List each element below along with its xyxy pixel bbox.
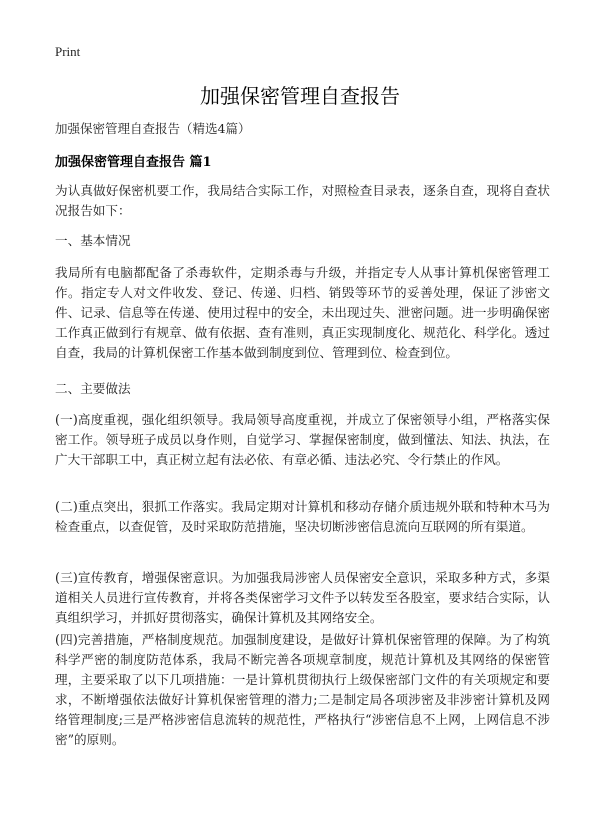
document-title: 加强保密管理自查报告 [200, 84, 400, 108]
paragraph-item-2: (二)重点突出，狠抓工作落实。我局定期对计算机和移动存储介质违规外联和特种木马为检查重点，以查促管，及时采取防范措施，坚决切断涉密信息流向互联网的所有渠道。 [55, 499, 550, 534]
paragraph-basic-situation: 我局所有电脑都配备了杀毒软件，定期杀毒与升级，并指定专人从事计算机保密管理工作。指定专人对文件收发、登记、传递、归档、销毁等环节的妥善处理，保证了涉密文件、记录、信息等在传递、使用过程中的安全，未出现过失、泄密问题。进一步明确保密工作真正做到行有规章、做有依据、查有准则，真正实现制度化、规范化、科学化。透过自查，我局的计算机保密工作基本做到制度到位、管理到位、检查到位。 [55, 265, 550, 360]
paragraph-item-3: (三)宣传教育，增强保密意识。为加强我局涉密人员保密安全意识，采取多种方式，多渠道相关人员进行宣传教育，并将各类保密学习文件予以转发至各股室，要求结合实际，认真组织学习，并抓好贯彻落实，确保计算机及其网络安全。 [55, 570, 550, 625]
heading-basic-situation: 一、基本情况 [55, 233, 131, 248]
paragraph-intro: 为认真做好保密机要工作，我局结合实际工作，对照检查目录表，逐条自查，现将自查状况报告如下： [55, 183, 550, 218]
document-subtitle: 加强保密管理自查报告（精选4篇） [55, 121, 251, 136]
paragraph-item-1: (一)高度重视，强化组织领导。我局领导高度重视，并成立了保密领导小组，严格落实保密工作。领导班子成员以身作则，自觉学习、掌握保密制度，做到懂法、知法、执法，在广大干部职工中，真正树立起有法必依、有章必循、违法必究、令行禁止的作风。 [55, 412, 550, 467]
section-heading: 加强保密管理自查报告 篇1 [55, 155, 212, 170]
heading-main-practices: 二、主要做法 [55, 381, 131, 396]
paragraph-item-4: (四)完善措施，严格制度规范。加强制度建设，是做好计算机保密管理的保障。为了构筑科学严密的制度防范体系，我局不断完善各项规章制度，规范计算机及其网络的保密管理，主要采取了以下几项措施：一是计算机贯彻执行上级保密部门文件的有关项规定和要求，不断增强依法做好计算机保密管理的潜力;二是制定局各项涉密及非涉密计算机及网络管理制度;三是严格涉密信息流转的规范性，严格执行“涉密信息不上网，上网信息不涉密”的原则。 [55, 632, 550, 747]
print-link[interactable]: Print [55, 44, 81, 59]
